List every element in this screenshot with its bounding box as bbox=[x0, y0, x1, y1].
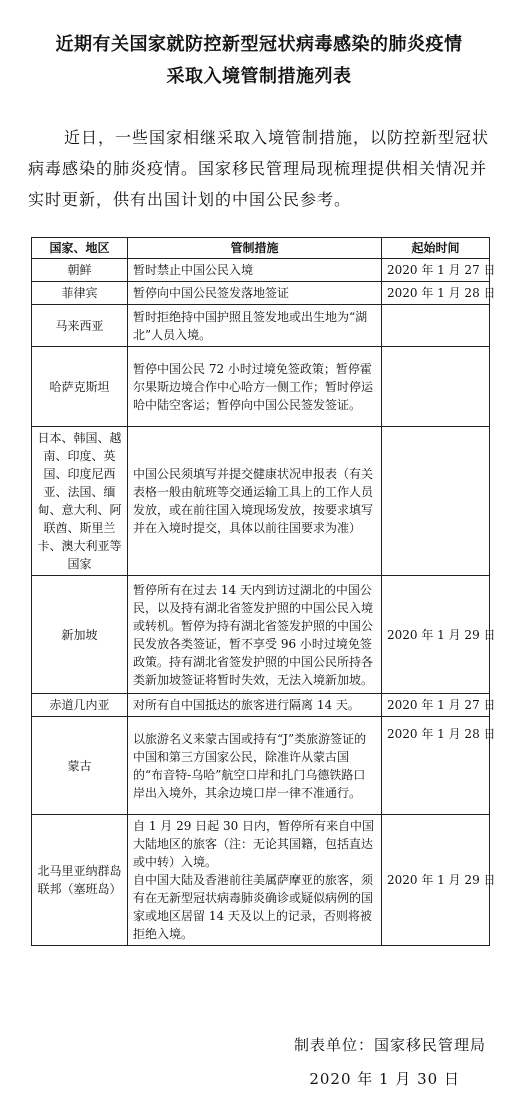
row-measure: 暂停所有在过去 14 天内到访过湖北的中国公民，以及持有湖北省签发护照的中国公民入境或转机。暂停为持有湖北省签发护照的中国公民发放各类签证，暂不享受 96 小时过境免签政策。持有湖北省签发护照的中国公民所持各类新加坡签证将暂时失效，无法入境新加坡。 bbox=[128, 576, 382, 694]
document-title-line-2: 采取入境管制措施列表 bbox=[166, 66, 352, 87]
table-row bbox=[32, 717, 490, 815]
row-measure: 自 1 月 29 日起 30 日内，暂停所有来自中国大陆地区的旅客（注：无论其国籍，包括直达或中转）入境。 自中国大陆及香港前往美属萨摩亚的旅客，须有在无新型冠状病毒肺炎确诊或疑似病例的国家或地区居留 14 天及以上的记录，否则将被拒绝入境。 bbox=[128, 815, 382, 946]
row-date: 2020 年 1 月 27 日 bbox=[382, 694, 490, 717]
entry-control-table bbox=[31, 237, 496, 946]
table-header-row bbox=[32, 238, 490, 259]
row-date: 2020 年 1 月 29 日 bbox=[382, 815, 490, 946]
row-date bbox=[382, 305, 490, 347]
row-country: 赤道几内亚 bbox=[32, 694, 128, 717]
issue-date: 2020 年 1 月 30 日 bbox=[309, 1070, 460, 1088]
row-date: 2020 年 1 月 27 日 bbox=[382, 259, 490, 282]
table-row bbox=[32, 305, 490, 347]
row-measure: 暂时拒绝持中国护照且签发地或出生地为“湖北”人员入境。 bbox=[128, 305, 382, 347]
row-date: 2020 年 1 月 29 日 bbox=[382, 576, 490, 694]
header-country: 国家、地区 bbox=[32, 238, 128, 259]
row-country: 菲律宾 bbox=[32, 282, 128, 305]
header-date: 起始时间 bbox=[382, 238, 490, 259]
issuing-unit: 制表单位：国家移民管理局 bbox=[293, 1036, 486, 1054]
document-title-line-1: 近期有关国家就防控新型冠状病毒感染的肺炎疫情 bbox=[55, 34, 463, 55]
header-measure: 管制措施 bbox=[128, 238, 382, 259]
row-date bbox=[382, 427, 490, 576]
intro-paragraph: 近日，一些国家相继采取入境管制措施，以防控新型冠状病毒感染的肺炎疫情。国家移民管理局现梳理提供相关情况并实时更新，供有出国计划的中国公民参考。 bbox=[28, 128, 490, 209]
row-date: 2020 年 1 月 28 日 bbox=[382, 717, 490, 815]
row-measure: 暂停向中国公民签发落地签证 bbox=[128, 282, 382, 305]
table-row bbox=[32, 282, 490, 305]
row-measure: 暂停中国公民 72 小时过境免签政策；暂停霍尔果斯边境合作中心哈方一侧工作；暂时停运哈中陆空客运；暂停向中国公民签发签证。 bbox=[128, 347, 382, 427]
row-country: 蒙古 bbox=[32, 717, 128, 815]
row-measure: 中国公民须填写并提交健康状况申报表（有关表格一般由航班等交通运输工具上的工作人员发放，或在前往国入境现场发放，按要求填写并在入境时提交，具体以前往国要求为准） bbox=[128, 427, 382, 576]
row-measure: 暂时禁止中国公民入境 bbox=[128, 259, 382, 282]
row-measure: 对所有自中国抵达的旅客进行隔离 14 天。 bbox=[128, 694, 382, 717]
row-country: 新加坡 bbox=[32, 576, 128, 694]
row-date: 2020 年 1 月 28 日 bbox=[382, 282, 490, 305]
table-row bbox=[32, 694, 490, 717]
table-row bbox=[32, 259, 490, 282]
row-country: 哈萨克斯坦 bbox=[32, 347, 128, 427]
table-row bbox=[32, 427, 490, 576]
table-row bbox=[32, 347, 490, 427]
row-measure: 以旅游名义来蒙古国或持有“J”类旅游签证的中国和第三方国家公民，除准许从蒙古国的“布音特-乌哈”航空口岸和扎门乌德铁路口岸出入境外，其余边境口岸一律不准通行。 bbox=[128, 717, 382, 815]
row-country: 日本、韩国、越南、印度、英国、印度尼西亚、法国、缅甸、意大利、阿联酋、斯里兰卡、澳大利亚等国家 bbox=[32, 427, 128, 576]
row-country: 马来西亚 bbox=[32, 305, 128, 347]
table-row bbox=[32, 576, 490, 694]
row-country: 朝鲜 bbox=[32, 259, 128, 282]
table-row bbox=[32, 815, 490, 946]
row-country: 北马里亚纳群岛联邦（塞班岛） bbox=[32, 815, 128, 946]
row-date bbox=[382, 347, 490, 427]
